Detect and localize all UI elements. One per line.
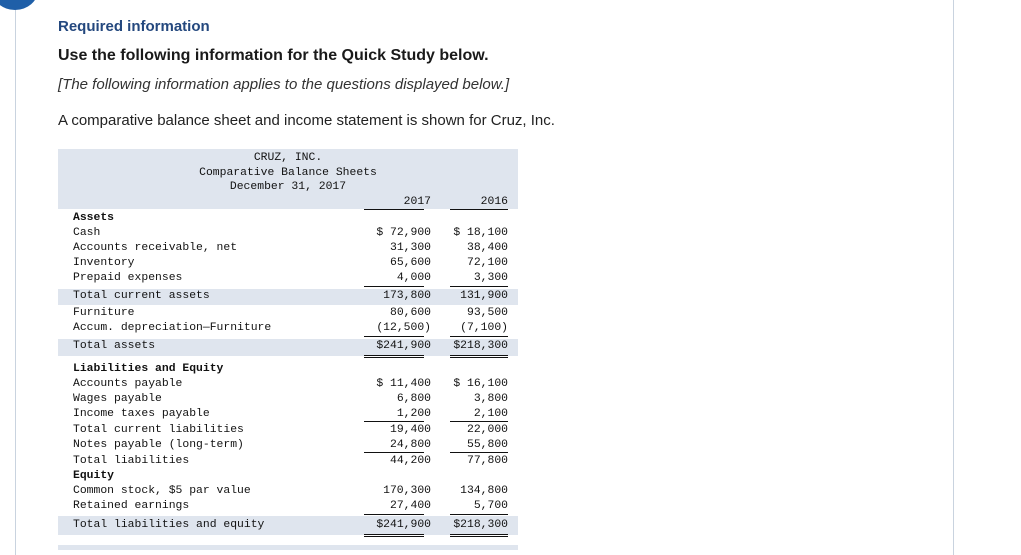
table-row-total bbox=[58, 516, 518, 535]
subtotal-line bbox=[364, 336, 424, 337]
double-underline bbox=[450, 534, 508, 535]
value-2017: 6,800 bbox=[396, 393, 431, 405]
left-border bbox=[15, 0, 16, 555]
applies-note: [The following information applies to the questions displayed below.] bbox=[58, 76, 510, 93]
double-underline bbox=[450, 355, 508, 356]
value-2016: 55,800 bbox=[466, 439, 508, 451]
underline-2016-header bbox=[450, 209, 508, 210]
table-row bbox=[58, 377, 518, 392]
row-label: Total current assets bbox=[73, 290, 210, 302]
right-border bbox=[953, 0, 954, 555]
value-2017: 19,400 bbox=[389, 424, 431, 436]
table-row bbox=[58, 256, 518, 271]
double-underline bbox=[364, 355, 424, 356]
table-row bbox=[58, 321, 518, 336]
value-2017: 80,600 bbox=[389, 307, 431, 319]
table-row bbox=[58, 271, 518, 286]
subtotal-line bbox=[450, 421, 508, 422]
value-2016: 3,800 bbox=[473, 393, 508, 405]
value-2017: 27,400 bbox=[389, 500, 431, 512]
subtotal-line bbox=[450, 452, 508, 453]
table-row bbox=[58, 392, 518, 407]
required-information-heading: Required information bbox=[58, 18, 210, 35]
row-label: Common stock, $5 par value bbox=[73, 485, 251, 497]
value-2016: $ 16,100 bbox=[453, 378, 508, 390]
row-label: Prepaid expenses bbox=[73, 272, 183, 284]
value-2016: 5,700 bbox=[473, 500, 508, 512]
table-row bbox=[58, 499, 518, 514]
double-underline bbox=[364, 536, 424, 537]
row-label: Accounts receivable, net bbox=[73, 242, 238, 254]
row-label: Total assets bbox=[73, 340, 156, 352]
table-row-total bbox=[58, 289, 518, 305]
sheet-title: Comparative Balance Sheets bbox=[199, 167, 377, 179]
value-2016: $ 18,100 bbox=[453, 227, 508, 239]
subtotal-line bbox=[364, 286, 424, 287]
subtotal-line bbox=[450, 286, 508, 287]
value-2017: 24,800 bbox=[389, 439, 431, 451]
assets-heading-row bbox=[58, 211, 518, 226]
row-label: Total liabilities bbox=[73, 455, 190, 467]
value-2016: 131,900 bbox=[460, 290, 508, 302]
value-2017: 170,300 bbox=[383, 485, 431, 497]
table-row bbox=[58, 423, 518, 438]
company-name: CRUZ, INC. bbox=[253, 152, 323, 164]
value-2017: (12,500) bbox=[376, 322, 431, 334]
row-label: Income taxes payable bbox=[73, 408, 210, 420]
value-2016: 2,100 bbox=[473, 408, 508, 420]
table-row bbox=[58, 438, 518, 453]
row-label: Cash bbox=[73, 227, 101, 239]
question-badge-icon bbox=[0, 0, 38, 10]
value-2017: 65,600 bbox=[389, 257, 431, 269]
value-2017: $241,900 bbox=[376, 340, 431, 352]
equity-heading-row bbox=[58, 469, 518, 484]
value-2017: 1,200 bbox=[396, 408, 431, 420]
table-row bbox=[58, 226, 518, 241]
double-underline bbox=[364, 357, 424, 358]
value-2016: $218,300 bbox=[453, 340, 508, 352]
subtotal-line bbox=[364, 421, 424, 422]
table-row bbox=[58, 306, 518, 321]
value-2017: $ 11,400 bbox=[376, 378, 431, 390]
value-2016: 72,100 bbox=[466, 257, 508, 269]
double-underline bbox=[450, 536, 508, 537]
liabilities-heading-row bbox=[58, 362, 518, 377]
subtotal-line bbox=[450, 514, 508, 515]
row-label: Total liabilities and equity bbox=[73, 519, 265, 531]
double-underline bbox=[450, 357, 508, 358]
column-header-2017: 2017 bbox=[403, 196, 431, 208]
value-2017: 44,200 bbox=[389, 455, 431, 467]
row-label: Retained earnings bbox=[73, 500, 190, 512]
equity-heading: Equity bbox=[73, 470, 115, 482]
value-2017: 173,800 bbox=[383, 290, 431, 302]
value-2017: $ 72,900 bbox=[376, 227, 431, 239]
table-row bbox=[58, 407, 518, 422]
table-row-total bbox=[58, 339, 518, 356]
value-2017: 31,300 bbox=[389, 242, 431, 254]
intro-text: A comparative balance sheet and income statement is shown for Cruz, Inc. bbox=[58, 112, 555, 129]
row-label: Furniture bbox=[73, 307, 135, 319]
value-2016: 134,800 bbox=[460, 485, 508, 497]
value-2016: (7,100) bbox=[460, 322, 508, 334]
row-label: Inventory bbox=[73, 257, 135, 269]
value-2016: $218,300 bbox=[453, 519, 508, 531]
row-label: Total current liabilities bbox=[73, 424, 244, 436]
liabilities-heading: Liabilities and Equity bbox=[73, 363, 224, 375]
column-header-2016: 2016 bbox=[480, 196, 508, 208]
instruction-heading: Use the following information for the Quick Study below. bbox=[58, 47, 489, 64]
assets-heading: Assets bbox=[73, 212, 115, 224]
table-row bbox=[58, 241, 518, 256]
balance-sheet-table bbox=[58, 149, 518, 541]
value-2016: 38,400 bbox=[466, 242, 508, 254]
subtotal-line bbox=[364, 452, 424, 453]
value-2017: 4,000 bbox=[396, 272, 431, 284]
value-2016: 93,500 bbox=[466, 307, 508, 319]
table-footer-bar bbox=[58, 545, 518, 550]
double-underline bbox=[364, 534, 424, 535]
table-row bbox=[58, 484, 518, 499]
row-label: Accounts payable bbox=[73, 378, 183, 390]
row-label: Wages payable bbox=[73, 393, 162, 405]
value-2016: 77,800 bbox=[466, 455, 508, 467]
table-row bbox=[58, 454, 518, 469]
row-label: Accum. depreciation—Furniture bbox=[73, 322, 272, 334]
subtotal-line bbox=[450, 336, 508, 337]
underline-2017-header bbox=[364, 209, 424, 210]
subtotal-line bbox=[364, 514, 424, 515]
value-2016: 3,300 bbox=[473, 272, 508, 284]
row-label: Notes payable (long-term) bbox=[73, 439, 244, 451]
value-2016: 22,000 bbox=[466, 424, 508, 436]
value-2017: $241,900 bbox=[376, 519, 431, 531]
sheet-date: December 31, 2017 bbox=[229, 181, 347, 193]
